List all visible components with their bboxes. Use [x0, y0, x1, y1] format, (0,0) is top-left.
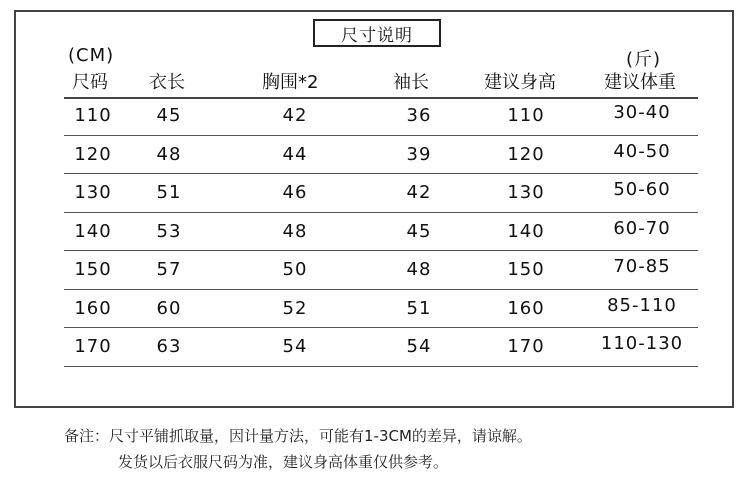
table-row: [64, 290, 698, 329]
table-row: [64, 251, 698, 290]
table-row: [64, 136, 698, 175]
cell-height: 150: [507, 259, 545, 281]
header-length: 衣长: [149, 72, 185, 93]
table-row: [64, 97, 698, 136]
cell-chest: 44: [282, 143, 308, 165]
cell-length: 57: [156, 259, 182, 281]
size-unit-label: (CM): [68, 45, 115, 66]
header-size: 尺码: [72, 72, 108, 93]
cell-height: 120: [507, 143, 545, 165]
cell-weight: 40-50: [613, 140, 671, 162]
cell-length: 60: [156, 297, 182, 319]
cell-length: 45: [156, 105, 182, 127]
cell-sleeve: 51: [406, 297, 432, 319]
cell-height: 170: [507, 336, 545, 358]
cell-length: 63: [156, 336, 182, 358]
cell-length: 53: [156, 220, 182, 242]
cell-chest: 54: [282, 336, 308, 358]
header-height: 建议身高: [484, 72, 556, 93]
header-sleeve: 袖长: [393, 72, 429, 93]
cell-height: 110: [507, 105, 545, 127]
header-chest: 胸围*2: [262, 72, 319, 93]
cell-height: 130: [507, 182, 545, 204]
note-line-2: 发货以后衣服尺码为准，建议身高体重仅供参考。: [118, 453, 449, 471]
cell-chest: 50: [282, 259, 308, 281]
cell-size: 170: [74, 336, 112, 358]
cell-sleeve: 48: [406, 259, 432, 281]
cell-sleeve: 42: [406, 182, 432, 204]
cell-sleeve: 54: [406, 336, 432, 358]
cell-chest: 42: [282, 105, 308, 127]
cell-weight: 30-40: [613, 102, 671, 124]
cell-weight: 70-85: [613, 256, 671, 278]
cell-size: 150: [74, 259, 112, 281]
cell-weight: 85-110: [607, 294, 677, 316]
cell-weight: 60-70: [613, 217, 671, 239]
cell-chest: 52: [282, 297, 308, 319]
cell-height: 160: [507, 297, 545, 319]
header-weight: 建议体重: [604, 72, 676, 93]
cell-sleeve: 45: [406, 220, 432, 242]
table-row: [64, 328, 698, 367]
table-row: [64, 174, 698, 213]
cell-size: 110: [74, 105, 112, 127]
cell-size: 140: [74, 220, 112, 242]
cell-length: 48: [156, 143, 182, 165]
cell-sleeve: 39: [406, 143, 432, 165]
cell-size: 160: [74, 297, 112, 319]
size-chart-title: 尺寸说明: [313, 19, 441, 47]
cell-height: 140: [507, 220, 545, 242]
note-line-1: 备注：尺寸平铺抓取量，因计量方法，可能有1-3CM的差异，请谅解。: [64, 427, 532, 445]
cell-weight: 110-130: [600, 333, 684, 355]
weight-unit-label: (斤): [626, 49, 662, 70]
cell-length: 51: [156, 182, 182, 204]
cell-weight: 50-60: [613, 179, 671, 201]
cell-chest: 48: [282, 220, 308, 242]
cell-size: 120: [74, 143, 112, 165]
table-row: [64, 213, 698, 252]
cell-chest: 46: [282, 182, 308, 204]
cell-sleeve: 36: [406, 105, 432, 127]
cell-size: 130: [74, 182, 112, 204]
